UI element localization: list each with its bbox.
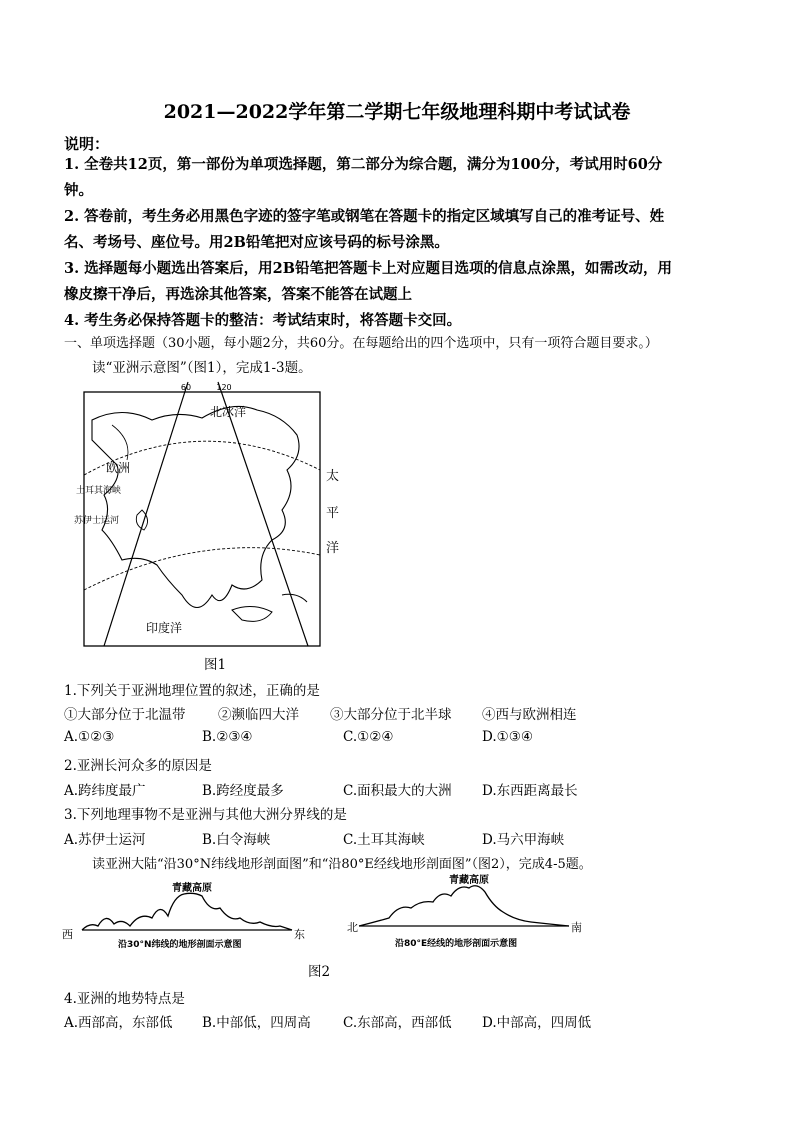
q1-option-d[interactable]: D.①③④ <box>482 729 533 745</box>
figure1-caption: 图1 <box>204 657 227 673</box>
q2-option-b[interactable]: B.跨经度最多 <box>202 783 284 799</box>
q2-option-a[interactable]: A.跨纬度最广 <box>64 783 146 799</box>
suez-canal-label: 苏伊士运河 <box>74 516 120 526</box>
q4-option-d[interactable]: D.中部高，四周低 <box>482 1015 592 1031</box>
question-1-stem: 1.下列关于亚洲地理位置的叙述，正确的是 <box>64 683 320 699</box>
instructions <box>64 152 736 334</box>
indian-ocean-label: 印度洋 <box>146 621 183 635</box>
q1-item-4: ④西与欧洲相连 <box>482 707 577 723</box>
q2-option-d[interactable]: D.东西距离最长 <box>482 783 578 799</box>
q1-item-3: ③大部分位于北半球 <box>330 707 452 723</box>
east-label: 东 <box>294 928 305 941</box>
instruction-line: 橡皮擦干净后，再选涂其他答案，答案不能答在试题上 <box>64 286 412 303</box>
instructions-label: 说明： <box>64 135 110 153</box>
exam-title: 2021—2022学年第二学期七年级地理科期中考试试卷 <box>163 101 631 123</box>
q2-option-c[interactable]: C.面积最大的大洲 <box>343 783 452 799</box>
section-heading: 一、单项选择题（30小题，每小题2分，共60分。在每题给出的四个选项中，只有一项符合题目要求。） <box>64 336 658 351</box>
q1-item-2: ②濒临四大洋 <box>218 707 299 723</box>
north-label: 北 <box>347 921 358 934</box>
south-label: 南 <box>571 921 582 934</box>
read-instruction-1: 读“亚洲示意图”（图1），完成1-3题。 <box>92 360 312 376</box>
q3-option-c[interactable]: C.土耳其海峡 <box>343 832 425 848</box>
q3-option-b[interactable]: B.白令海峡 <box>202 832 271 848</box>
question-2-stem: 2.亚洲长河众多的原因是 <box>64 758 212 774</box>
q1-item-1: ①大部分位于北温带 <box>64 707 186 723</box>
longitude-120-label: 120 <box>216 383 232 392</box>
q4-option-c[interactable]: C.东部高，西部低 <box>343 1015 452 1031</box>
q1-option-b[interactable]: B.②③④ <box>202 729 253 745</box>
question-3-stem: 3.下列地理事物不是亚洲与其他大洲分界线的是 <box>64 807 347 823</box>
pacific-label: 太 <box>326 469 340 484</box>
pacific-label: 洋 <box>326 541 340 556</box>
read-instruction-2: 读亚洲大陆“沿30°N纬线地形剖面图”和“沿80°E经线地形剖面图”（图2），完成4-5题。 <box>92 857 592 872</box>
asia-map <box>74 380 340 650</box>
instruction-line: 3. 选择题每小题选出答案后，用2B铅笔把答题卡上对应题目选项的信息点涂黑，如需改动，用 <box>64 260 673 277</box>
q4-option-b[interactable]: B.中部低，四周高 <box>202 1015 311 1031</box>
question-4-stem: 4.亚洲的地势特点是 <box>64 991 185 1007</box>
pacific-label: 平 <box>326 506 340 521</box>
europe-label: 欧洲 <box>106 461 131 475</box>
figure2-caption: 图2 <box>308 964 331 980</box>
profile-80e <box>345 874 585 949</box>
instruction-line: 1. 全卷共12页，第一部份为单项选择题，第二部分为综合题，满分为100分，考试用时60分 <box>64 156 663 173</box>
west-label: 西 <box>62 928 73 941</box>
profile-80e-caption: 沿80°E经线的地形剖面示意图 <box>395 939 518 949</box>
q4-option-a[interactable]: A.西部高，东部低 <box>64 1015 173 1031</box>
q1-option-c[interactable]: C.①②④ <box>343 729 394 745</box>
arctic-ocean-label: 北冰洋 <box>210 405 247 419</box>
q3-option-d[interactable]: D.马六甲海峡 <box>482 832 565 848</box>
q1-option-a[interactable]: A.①②③ <box>64 729 115 745</box>
instruction-line: 4. 考生务必保持答题卡的整洁：考试结束时，将答题卡交回。 <box>64 312 462 329</box>
profile-30n <box>60 882 310 952</box>
profile-30n-caption: 沿30°N纬线的地形剖面示意图 <box>118 940 242 950</box>
q3-option-a[interactable]: A.苏伊士运河 <box>64 832 146 848</box>
longitude-60-label: 60 <box>180 383 192 392</box>
plateau-label: 青藏高原 <box>449 875 489 886</box>
plateau-label: 青藏高原 <box>172 883 212 894</box>
instruction-line: 2. 答卷前，考生务必用黑色字迹的签字笔或钢笔在答题卡的指定区域填写自己的准考证号、姓 <box>64 208 665 225</box>
instruction-line: 钟。 <box>64 182 93 199</box>
instruction-line: 名、考场号、座位号。用2B铅笔把对应该号码的标号涂黑。 <box>64 234 449 251</box>
turkey-strait-label: 土耳其海峡 <box>76 486 122 496</box>
